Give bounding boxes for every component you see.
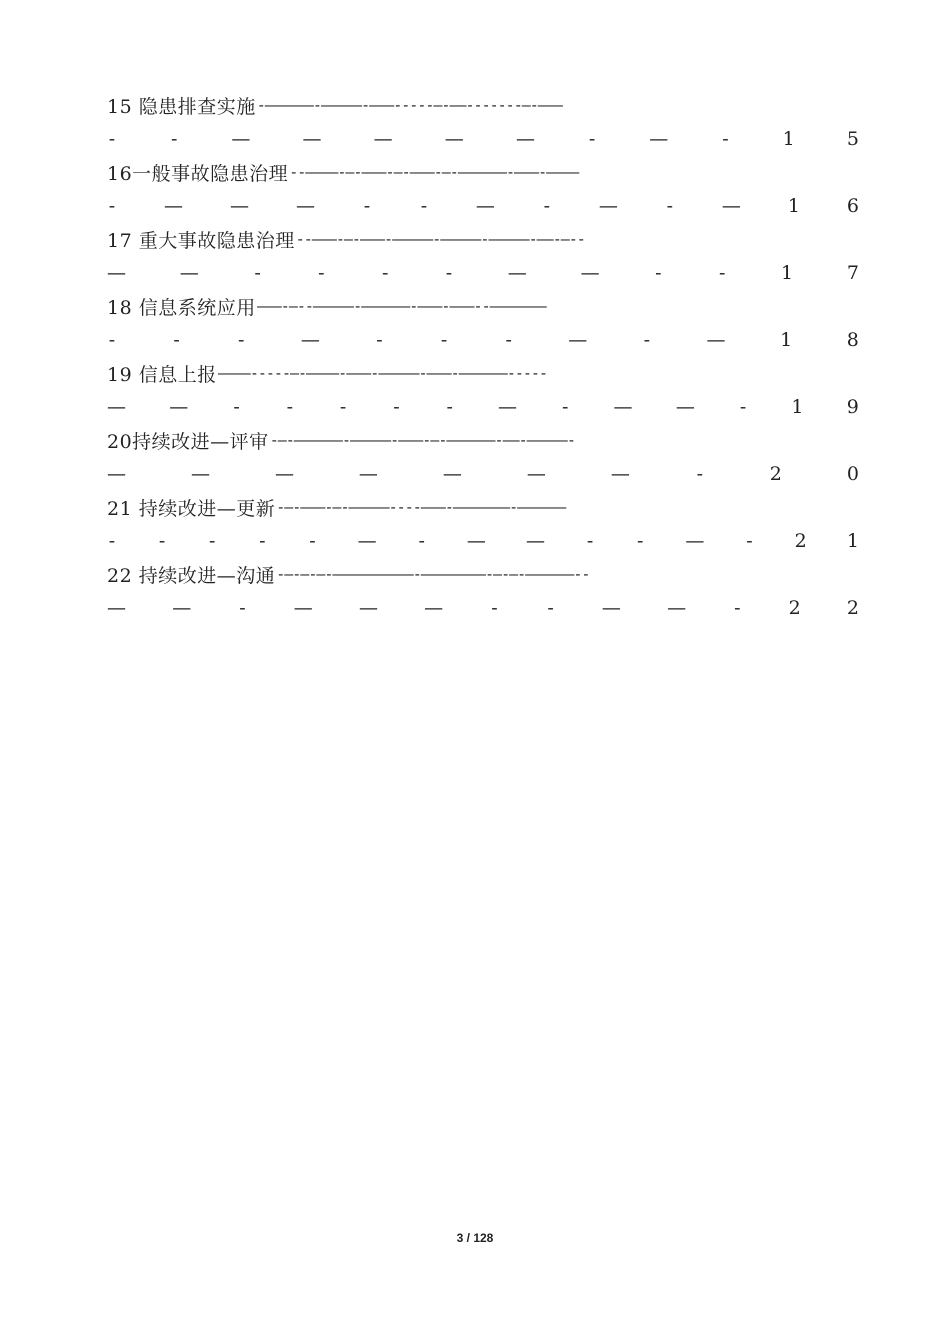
toc-leader-mark: —	[300, 328, 320, 351]
toc-leader-mark: —	[358, 596, 378, 619]
toc-leader-dashes: -—-——————-—————-———-—-——————-——-—————-	[269, 431, 575, 449]
toc-leader-mark: -	[254, 261, 261, 284]
toc-entry[interactable]	[107, 356, 859, 423]
toc-leader-mark: -	[588, 127, 596, 150]
toc-leader-mark: —	[357, 529, 377, 552]
toc-leader-mark: 2	[794, 529, 807, 552]
toc-leader-mark: -	[655, 261, 662, 284]
toc-leader-mark: -	[637, 529, 644, 552]
toc-leader-mark: -	[393, 395, 400, 418]
toc-leader-mark: -	[170, 127, 178, 150]
toc-leader-mark: —	[507, 261, 527, 284]
toc-leader-mark: -	[746, 529, 753, 552]
toc-leader-mark: —	[229, 194, 249, 217]
toc-leader-mark: -	[440, 328, 448, 351]
toc-entry-title-line	[107, 423, 859, 457]
toc-leader-mark: —	[580, 261, 600, 284]
toc-leader-mark: —	[190, 462, 210, 485]
toc-entry-title: 20持续改进—评审	[107, 430, 269, 453]
page-number: 3 / 128	[456, 1231, 494, 1245]
toc-leader-mark: -	[309, 529, 316, 552]
toc-leader-mark: -	[173, 328, 180, 351]
toc-leader-dashes: ———-—--—————-——————-———-———--———————	[256, 297, 546, 315]
toc-leader-mark: —	[610, 462, 630, 485]
toc-entry-title-line	[107, 557, 859, 591]
toc-entry[interactable]	[107, 423, 859, 490]
toc-leader-mark: —	[231, 127, 251, 150]
toc-leader-mark: -	[158, 529, 166, 552]
table-of-contents	[107, 88, 859, 624]
toc-leader-mark: -	[108, 194, 116, 217]
toc-entry[interactable]	[107, 155, 859, 222]
toc-leader-mark: —	[667, 596, 687, 619]
toc-entry-title: 17 重大事故隐患治理	[107, 229, 295, 252]
toc-leader-mark: -	[339, 395, 347, 418]
toc-leader-and-page-line	[107, 189, 859, 222]
toc-entry[interactable]	[107, 289, 859, 356]
toc-leader-dashes: --———-—-———-—————-—————-—————-——-—--	[295, 230, 585, 248]
toc-leader-dashes: -—-———-—-—————----———-———————-——————	[276, 498, 566, 516]
toc-leader-mark: —	[526, 462, 546, 485]
toc-entry[interactable]	[107, 490, 859, 557]
toc-leader-mark: —	[475, 194, 495, 217]
toc-entry-title: 16一般事故隐患治理	[107, 162, 289, 185]
toc-leader-mark: —	[442, 462, 462, 485]
toc-leader-mark: -	[505, 328, 512, 351]
toc-leader-mark: 2	[769, 462, 782, 485]
toc-leader-mark: -	[722, 127, 729, 150]
toc-leader-mark: —	[721, 194, 741, 217]
toc-entry-title: 15 隐患排查实施	[107, 95, 256, 118]
toc-entry-title-line	[107, 490, 859, 524]
toc-leader-mark: -	[238, 328, 245, 351]
toc-leader-mark: —	[107, 261, 126, 284]
toc-leader-mark: 1	[782, 127, 795, 150]
toc-leader-mark: 1	[846, 529, 859, 552]
toc-leader-mark: -	[734, 596, 741, 619]
toc-leader-mark: —	[685, 529, 705, 552]
toc-leader-mark: 7	[846, 261, 859, 284]
toc-leader-mark: —	[497, 395, 517, 418]
toc-leader-mark: 6	[846, 194, 859, 217]
toc-leader-mark: -	[363, 194, 371, 217]
toc-leader-mark: -	[445, 261, 453, 284]
toc-leader-mark: -	[643, 328, 651, 351]
toc-leader-mark: 2	[788, 596, 801, 619]
toc-leader-mark: -	[381, 261, 389, 284]
toc-leader-and-page-line	[107, 457, 859, 490]
toc-leader-mark: -	[446, 395, 453, 418]
toc-leader-mark: -	[108, 328, 116, 351]
toc-entry-title: 18 信息系统应用	[107, 296, 256, 319]
toc-leader-mark: -	[376, 328, 383, 351]
toc-entry-title: 22 持续改进—沟通	[107, 564, 276, 587]
toc-entry-title: 21 持续改进—更新	[107, 497, 276, 520]
toc-leader-mark: -	[491, 596, 498, 619]
toc-leader-mark: 1	[780, 328, 793, 351]
toc-leader-mark: —	[649, 127, 669, 150]
toc-leader-and-page-line	[107, 323, 859, 356]
toc-entry-title-line	[107, 88, 859, 122]
toc-leader-mark: -	[239, 596, 246, 619]
toc-leader-dashes: ————-----—-————-———-—————-———-——————-----	[217, 364, 547, 382]
toc-leader-dashes: -——————-—————-———-----—-——-------—-———	[256, 96, 562, 114]
toc-leader-dashes: --————-—-———-—-———-—-——————-———-————	[289, 163, 579, 181]
toc-entry-title-line	[107, 155, 859, 189]
toc-leader-mark: —	[293, 596, 313, 619]
toc-leader-mark: —	[107, 462, 126, 485]
toc-entry-title-line	[107, 289, 859, 323]
toc-leader-mark: -	[209, 529, 216, 552]
toc-leader-mark: -	[286, 395, 294, 418]
toc-leader-mark: —	[302, 127, 322, 150]
toc-leader-mark: 2	[846, 596, 859, 619]
toc-leader-mark: —	[172, 596, 192, 619]
toc-entry-title-line	[107, 222, 859, 256]
toc-leader-mark: 1	[791, 395, 804, 418]
toc-leader-mark: -	[696, 462, 703, 485]
toc-entry-title-line	[107, 356, 859, 390]
toc-leader-mark: 1	[780, 261, 794, 284]
toc-leader-mark: -	[233, 395, 240, 418]
toc-leader-mark: —	[358, 462, 378, 485]
toc-leader-mark: -	[318, 261, 325, 284]
toc-leader-mark: —	[295, 194, 315, 217]
toc-leader-mark: -	[420, 194, 428, 217]
toc-leader-mark: 5	[846, 127, 859, 150]
toc-leader-mark: —	[107, 596, 126, 619]
toc-leader-mark: —	[373, 127, 393, 150]
toc-leader-mark: -	[418, 529, 425, 552]
toc-leader-mark: 0	[846, 462, 859, 485]
toc-leader-mark: -	[739, 395, 747, 418]
toc-leader-mark: -	[108, 529, 116, 552]
toc-leader-and-page-line	[107, 122, 859, 155]
toc-leader-mark: —	[526, 529, 545, 552]
toc-leader-mark: —	[601, 596, 621, 619]
toc-leader-mark: 8	[846, 328, 859, 351]
toc-entry[interactable]	[107, 557, 859, 624]
toc-leader-mark: 9	[846, 395, 859, 418]
toc-leader-mark: —	[706, 328, 726, 351]
toc-leader-mark: —	[466, 529, 486, 552]
toc-leader-mark: -	[543, 194, 551, 217]
toc-leader-mark: —	[163, 194, 183, 217]
toc-leader-mark: -	[666, 194, 674, 217]
toc-leader-mark: -	[547, 596, 554, 619]
toc-leader-mark: —	[598, 194, 618, 217]
toc-leader-mark: —	[613, 395, 633, 418]
toc-leader-mark: —	[568, 328, 588, 351]
toc-leader-mark: -	[108, 127, 116, 150]
toc-leader-mark: 1	[787, 194, 800, 217]
toc-entry[interactable]	[107, 88, 859, 155]
toc-leader-and-page-line	[107, 390, 859, 423]
toc-leader-and-page-line	[107, 524, 859, 557]
toc-leader-mark: —	[169, 395, 189, 418]
toc-leader-mark: —	[444, 127, 464, 150]
toc-leader-and-page-line	[107, 591, 859, 624]
toc-leader-mark: —	[274, 462, 294, 485]
toc-leader-mark: —	[424, 596, 444, 619]
toc-leader-dashes: -—-—-—-——————————-————————-—-—-——————--	[276, 565, 590, 583]
toc-leader-mark: —	[515, 127, 535, 150]
toc-leader-mark: —	[675, 395, 695, 418]
toc-leader-and-page-line	[107, 256, 859, 289]
toc-leader-mark: —	[179, 261, 199, 284]
toc-leader-mark: -	[586, 529, 594, 552]
toc-entry-title: 19 信息上报	[107, 363, 217, 386]
toc-leader-mark: -	[259, 529, 266, 552]
toc-leader-mark: -	[562, 395, 569, 418]
toc-leader-mark: -	[718, 261, 726, 284]
toc-entry[interactable]	[107, 222, 859, 289]
toc-leader-mark: —	[107, 395, 126, 418]
